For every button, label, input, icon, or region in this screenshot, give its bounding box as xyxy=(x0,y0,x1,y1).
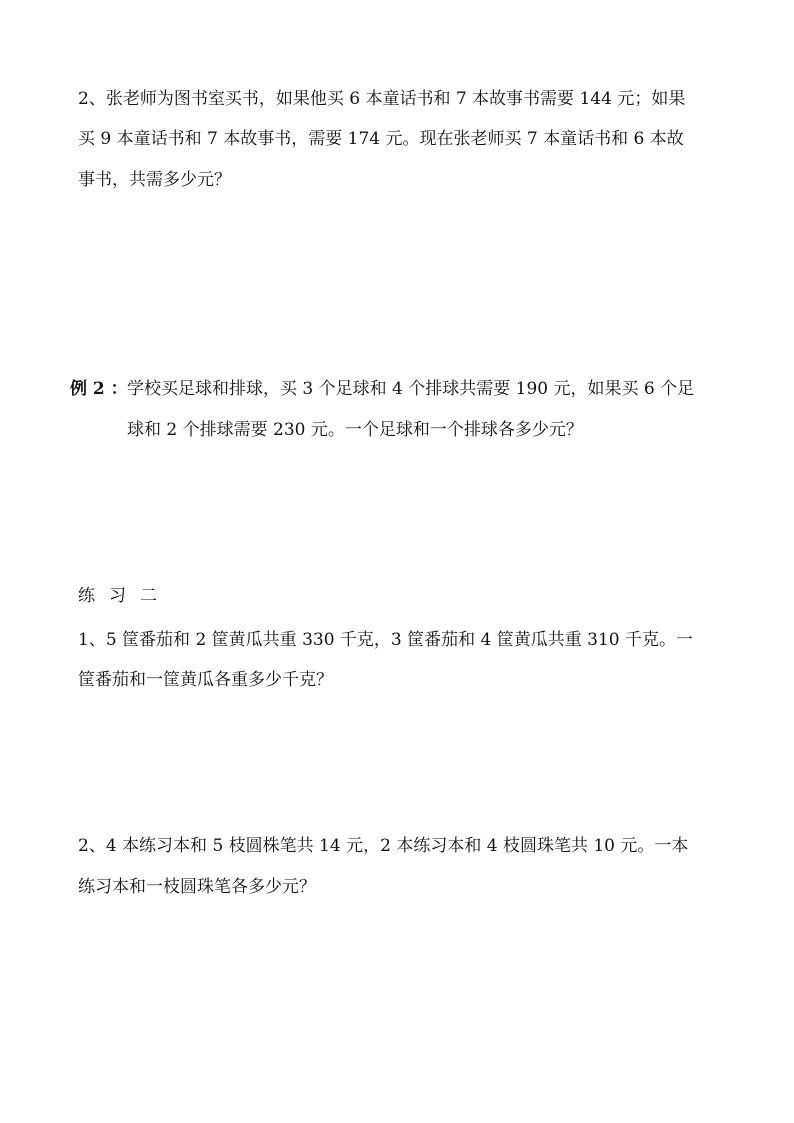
practice-2-problem-1-line-1: 1、5 筐番茄和 2 筐黄瓜共重 330 千克，3 筐番茄和 4 筐黄瓜共重 310 千克。一 xyxy=(78,630,694,650)
practice-2-problem-2-line-2: 练习本和一枝圆珠笔各多少元？ xyxy=(78,877,316,897)
problem-2-line-3: 事书，共需多少元？ xyxy=(78,170,231,190)
practice-2-heading: 练习二 xyxy=(78,586,171,606)
example-2-label: 例 2 ： xyxy=(70,379,128,399)
problem-2-line-1: 2、张老师为图书室买书，如果他买 6 本童话书和 7 本故事书需要 144 元；如果 xyxy=(78,89,686,109)
example-2-line-2: 球和 2 个排球需要 230 元。一个足球和一个排球各多少元？ xyxy=(127,420,583,440)
practice-2-problem-2-line-1: 2、4 本练习本和 5 枝圆株笔共 14 元，2 本练习本和 4 枝圆珠笔共 10 元。一本 xyxy=(78,836,689,856)
problem-2-line-2: 买 9 本童话书和 7 本故事书，需要 174 元。现在张老师买 7 本童话书和 6 本故 xyxy=(78,129,684,149)
example-2-line-1: 学校买足球和排球，买 3 个足球和 4 个排球共需要 190 元，如果买 6 个足 xyxy=(127,379,695,399)
practice-2-problem-1-line-2: 筐番茄和一筐黄瓜各重多少千克？ xyxy=(78,670,333,690)
